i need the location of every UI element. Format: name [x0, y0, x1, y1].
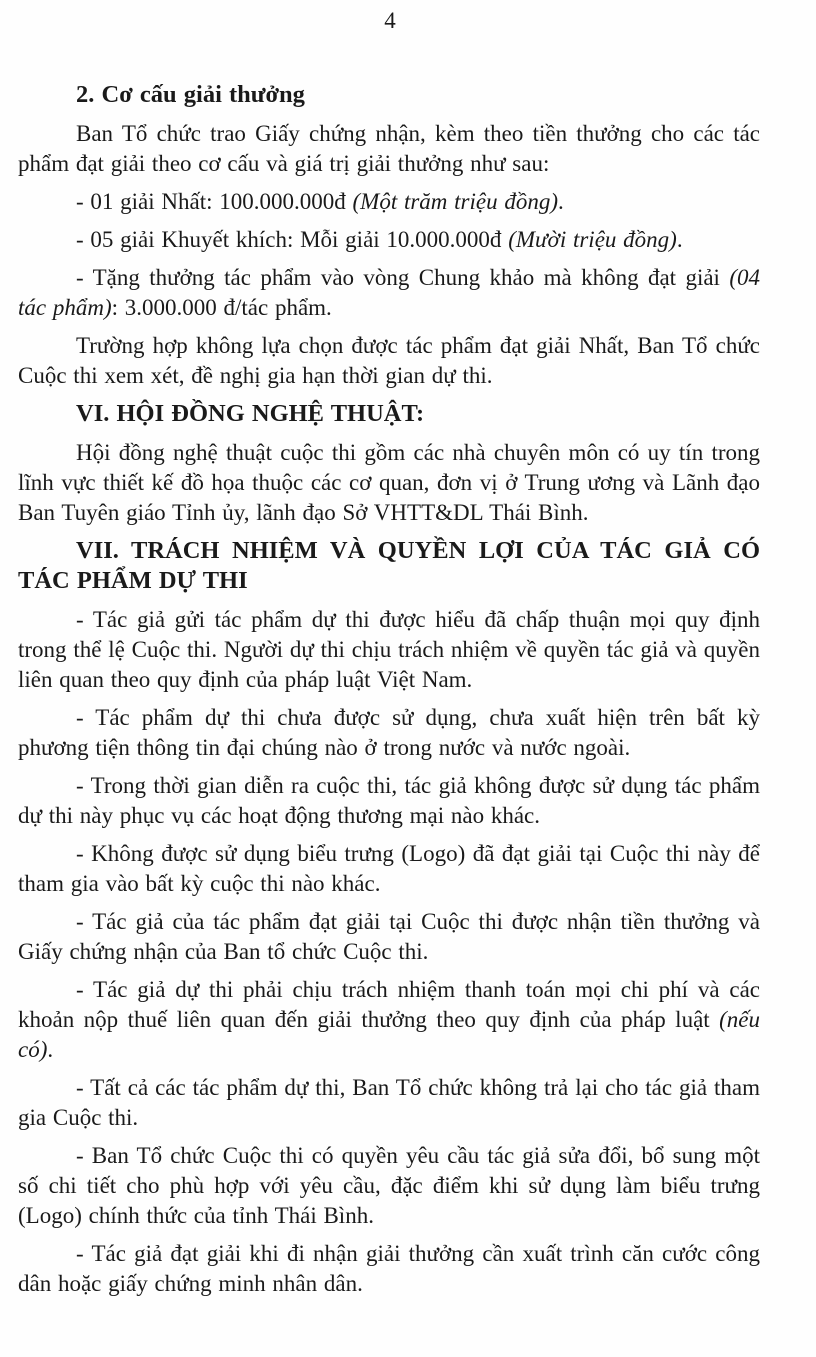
paragraph	[18, 975, 760, 1065]
text-run: (Một trăm triệu đồng)	[352, 189, 559, 214]
text-run: - 01 giải Nhất: 100.000.000đ	[76, 189, 353, 214]
text-run: VI. HỘI ĐỒNG NGHỆ THUẬT:	[76, 400, 425, 427]
text-run: - Tác giả đạt giải khi đi nhận giải thưởng cần xuất trình căn cước công dân hoặc giấy chứng minh nhân dân.	[18, 1241, 760, 1296]
text-run: Ban Tổ chức trao Giấy chứng nhận, kèm theo tiền thưởng cho các tác phẩm đạt giải theo cơ cấu và giá trị giải thưởng như sau:	[18, 121, 760, 176]
text-run: (04 tác phẩm)	[18, 265, 760, 320]
text-run: .	[47, 1037, 54, 1062]
text-run: Hội đồng nghệ thuật cuộc thi gồm các nhà chuyên môn có uy tín trong lĩnh vực thiết kế đồ họa thuộc các cơ quan, đơn vị ở Trung ương và Lãnh đạo Ban Tuyên giáo Tỉnh ủy, lãnh đạo Sở VHTT&DL Thái Bình.	[18, 440, 760, 525]
paragraph	[18, 225, 760, 255]
section-heading	[18, 80, 760, 110]
paragraph	[18, 1073, 760, 1133]
text-run: - Tặng thưởng tác phẩm vào vòng Chung khảo mà không đạt giải	[76, 265, 730, 290]
text-run: .	[676, 227, 683, 252]
text-run: Trường hợp không lựa chọn được tác phẩm đạt giải Nhất, Ban Tổ chức Cuộc thi xem xét, đề nghị gia hạn thời gian dự thi.	[18, 333, 760, 388]
paragraph	[18, 331, 760, 391]
paragraph	[18, 771, 760, 831]
text-run: - Ban Tổ chức Cuộc thi có quyền yêu cầu tác giả sửa đổi, bổ sung một số chi tiết cho phù hợp với yêu cầu, đặc điểm khi sử dụng làm biểu trưng (Logo) chính thức của tỉnh Thái Bình.	[18, 1143, 760, 1228]
text-run: : 3.000.000 đ/tác phẩm.	[111, 295, 332, 320]
paragraph	[18, 263, 760, 323]
text-run: - Trong thời gian diễn ra cuộc thi, tác giả không được sử dụng tác phẩm dự thi này phục vụ các hoạt động thương mại nào khác.	[18, 773, 760, 828]
text-run: - Tác giả dự thi phải chịu trách nhiệm thanh toán mọi chi phí và các khoản nộp thuế liên quan đến giải thưởng theo quy định của pháp luật	[18, 977, 760, 1032]
paragraph	[18, 1239, 760, 1299]
text-run: - Không được sử dụng biểu trưng (Logo) đã đạt giải tại Cuộc thi này để tham gia vào bất kỳ cuộc thi nào khác.	[18, 841, 760, 896]
section-heading	[18, 399, 760, 429]
paragraph	[18, 907, 760, 967]
document-body	[18, 76, 760, 1307]
text-run: - Tác phẩm dự thi chưa được sử dụng, chưa xuất hiện trên bất kỳ phương tiện thông tin đại chúng nào ở trong nước và nước ngoài.	[18, 705, 760, 760]
section-heading	[18, 536, 760, 596]
paragraph	[18, 1141, 760, 1231]
paragraph	[18, 703, 760, 763]
paragraph	[18, 605, 760, 695]
text-run: .	[558, 189, 564, 214]
text-run: - Tất cả các tác phẩm dự thi, Ban Tổ chức không trả lại cho tác giả tham gia Cuộc thi.	[18, 1075, 760, 1130]
text-run: - 05 giải Khuyết khích: Mỗi giải 10.000.000đ	[76, 227, 509, 252]
paragraph	[18, 839, 760, 899]
text-run: 2. Cơ cấu giải thưởng	[76, 81, 305, 108]
paragraph	[18, 187, 760, 217]
text-run: (Mười triệu đồng)	[508, 227, 677, 252]
text-run: - Tác giả gửi tác phẩm dự thi được hiểu đã chấp thuận mọi quy định trong thể lệ Cuộc thi. Người dự thi chịu trách nhiệm về quyền tác giả và quyền liên quan theo quy định của pháp luật Việt Nam.	[18, 607, 760, 692]
page-number: 4	[384, 8, 396, 33]
text-run: (nếu có)	[18, 1007, 760, 1062]
text-run: - Tác giả của tác phẩm đạt giải tại Cuộc thi được nhận tiền thưởng và Giấy chứng nhận của Ban tổ chức Cuộc thi.	[18, 909, 760, 964]
paragraph	[18, 438, 760, 528]
text-run: VII. TRÁCH NHIỆM VÀ QUYỀN LỢI CỦA TÁC GIẢ CÓ TÁC PHẨM DỰ THI	[18, 537, 760, 594]
paragraph	[18, 119, 760, 179]
